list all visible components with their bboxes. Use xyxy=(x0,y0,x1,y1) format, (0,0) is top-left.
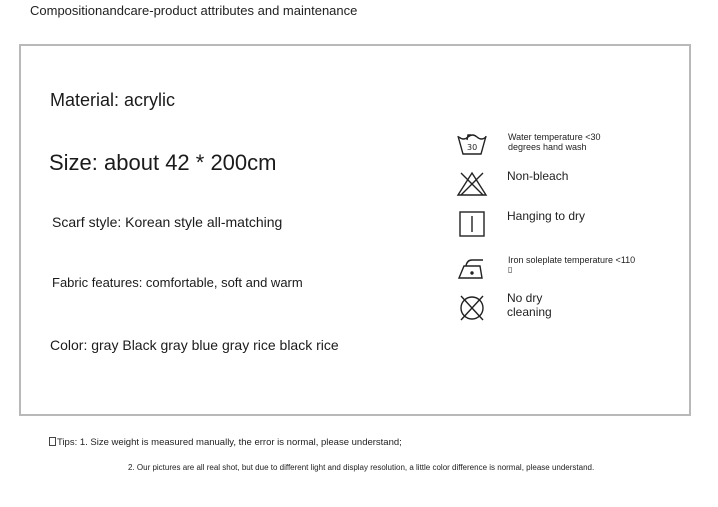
tips-line-2: 2. Our pictures are all real shot, but due to different light and display resolution, a little color difference is normal, please understand. xyxy=(128,463,595,472)
hang-dry-icon xyxy=(455,210,489,238)
page-title: Compositionandcare-product attributes and maintenance xyxy=(30,3,358,18)
hand-wash-label: Water temperature <30 degrees hand wash xyxy=(508,132,601,153)
scarf-style-text: Scarf style: Korean style all-matching xyxy=(52,214,283,230)
tips-line-1: Tips: 1. Size weight is measured manually, the error is normal, please understand; xyxy=(49,437,402,448)
hand-wash-temperature: 30 xyxy=(467,143,478,152)
iron-icon xyxy=(455,254,489,282)
tips-box-icon xyxy=(49,437,56,446)
iron-label: Iron soleplate temperature <110 ▯ xyxy=(508,255,636,275)
non-bleach-icon xyxy=(455,170,489,198)
no-dry-clean-label: No dry cleaning xyxy=(507,291,552,319)
material-text: Material: acrylic xyxy=(50,90,176,110)
product-attributes-panel xyxy=(19,44,691,416)
non-bleach-label: Non-bleach xyxy=(507,169,569,183)
hand-wash-icon xyxy=(455,130,489,158)
size-text: Size: about 42 * 200cm xyxy=(49,150,277,175)
hang-dry-label: Hanging to dry xyxy=(507,209,586,223)
color-text: Color: gray Black gray blue gray rice black rice xyxy=(50,337,339,353)
no-dry-clean-icon xyxy=(455,294,489,322)
fabric-features-text: Fabric features: comfortable, soft and warm xyxy=(52,275,303,290)
